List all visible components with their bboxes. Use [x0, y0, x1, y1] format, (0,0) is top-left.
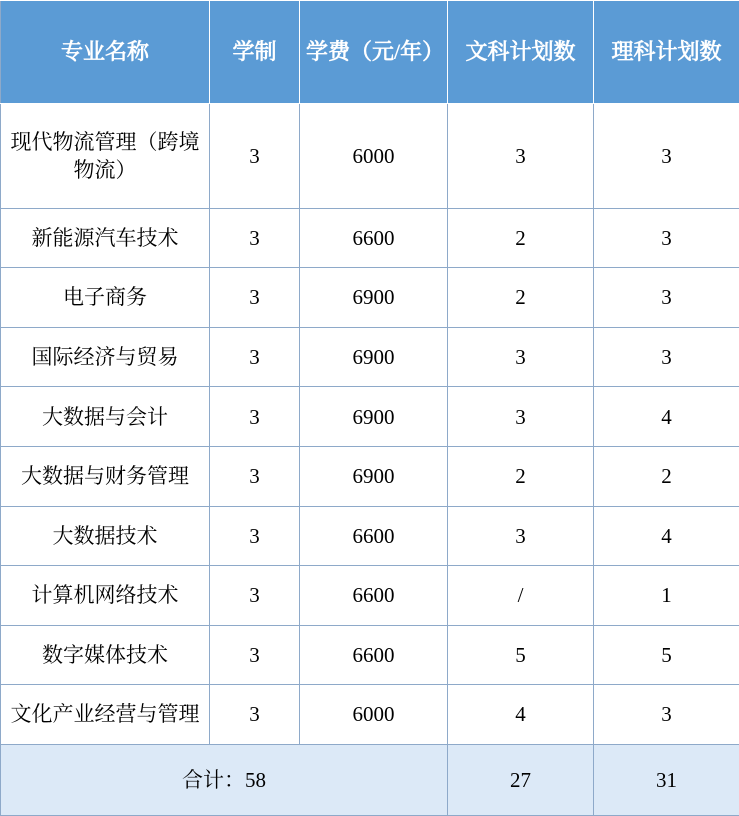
cell-years: 3: [210, 327, 300, 387]
cell-major: 国际经济与贸易: [1, 327, 210, 387]
table-row: [1, 447, 739, 507]
cell-liberal: 3: [448, 506, 594, 566]
table-row: [1, 566, 739, 626]
cell-science: 3: [594, 685, 739, 745]
footer-total-label: 合计：58: [1, 745, 448, 816]
cell-science: 3: [594, 327, 739, 387]
cell-liberal: 2: [448, 447, 594, 507]
cell-years: 3: [210, 104, 300, 209]
cell-liberal: 3: [448, 387, 594, 447]
column-header-liberal: 文科计划数: [448, 1, 594, 104]
cell-tuition: 6600: [300, 208, 448, 268]
table-row: [1, 208, 739, 268]
cell-science: 4: [594, 506, 739, 566]
cell-tuition: 6900: [300, 268, 448, 328]
cell-liberal: 3: [448, 327, 594, 387]
cell-years: 3: [210, 268, 300, 328]
cell-major: 电子商务: [1, 268, 210, 328]
table-row: [1, 506, 739, 566]
table-footer: [1, 745, 739, 816]
cell-science: 2: [594, 447, 739, 507]
cell-years: 3: [210, 506, 300, 566]
cell-major: 数字媒体技术: [1, 625, 210, 685]
table-header: [1, 1, 739, 104]
table-row: [1, 268, 739, 328]
cell-science: 3: [594, 104, 739, 209]
cell-tuition: 6600: [300, 506, 448, 566]
cell-major: 大数据与会计: [1, 387, 210, 447]
cell-major: 大数据与财务管理: [1, 447, 210, 507]
cell-tuition: 6900: [300, 327, 448, 387]
cell-tuition: 6600: [300, 625, 448, 685]
cell-liberal: 3: [448, 104, 594, 209]
cell-major: 新能源汽车技术: [1, 208, 210, 268]
cell-science: 1: [594, 566, 739, 626]
footer-row: [1, 745, 739, 816]
table-row: [1, 104, 739, 209]
cell-years: 3: [210, 387, 300, 447]
cell-years: 3: [210, 447, 300, 507]
column-header-science: 理科计划数: [594, 1, 739, 104]
cell-tuition: 6900: [300, 447, 448, 507]
cell-years: 3: [210, 566, 300, 626]
table-row: [1, 625, 739, 685]
cell-years: 3: [210, 625, 300, 685]
cell-tuition: 6900: [300, 387, 448, 447]
column-header-tuition: 学费（元/年）: [300, 1, 448, 104]
cell-liberal: 2: [448, 208, 594, 268]
cell-liberal: 2: [448, 268, 594, 328]
cell-liberal: 4: [448, 685, 594, 745]
cell-science: 3: [594, 268, 739, 328]
column-header-years: 学制: [210, 1, 300, 104]
table-body: [1, 104, 739, 745]
cell-major: 计算机网络技术: [1, 566, 210, 626]
cell-liberal: 5: [448, 625, 594, 685]
cell-major: 大数据技术: [1, 506, 210, 566]
header-row: [1, 1, 739, 104]
cell-tuition: 6000: [300, 685, 448, 745]
footer-liberal-total: 27: [448, 745, 594, 816]
cell-major: 文化产业经营与管理: [1, 685, 210, 745]
table-row: [1, 387, 739, 447]
cell-science: 5: [594, 625, 739, 685]
cell-major: 现代物流管理（跨境物流）: [1, 104, 210, 209]
table-row: [1, 685, 739, 745]
cell-liberal: /: [448, 566, 594, 626]
footer-science-total: 31: [594, 745, 739, 816]
cell-years: 3: [210, 685, 300, 745]
cell-years: 3: [210, 208, 300, 268]
cell-science: 4: [594, 387, 739, 447]
cell-tuition: 6000: [300, 104, 448, 209]
column-header-major: 专业名称: [1, 1, 210, 104]
cell-tuition: 6600: [300, 566, 448, 626]
cell-science: 3: [594, 208, 739, 268]
table-row: [1, 327, 739, 387]
